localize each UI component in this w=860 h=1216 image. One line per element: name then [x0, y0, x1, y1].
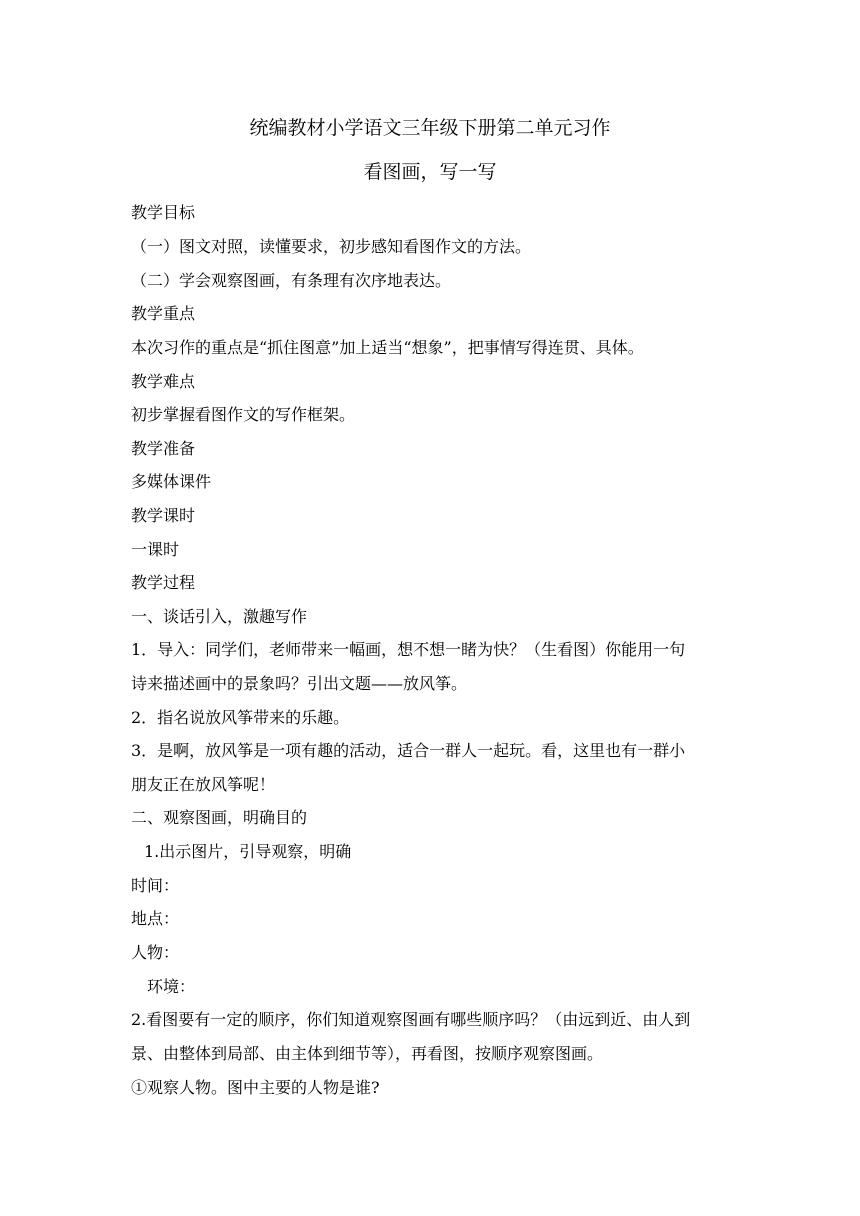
paragraph-line: 一课时 — [131, 540, 180, 559]
paragraph-line: 时间： — [131, 876, 180, 895]
paragraph-line: 2.看图要有一定的顺序，你们知道观察图画有哪些顺序吗？（由远到近、由人到 — [131, 1010, 691, 1029]
paragraph-line: 景、由整体到局部、由主体到细节等），再看图，按顺序观察图画。 — [131, 1044, 604, 1063]
paragraph-line: 诗来描述画中的景象吗？引出文题——放风筝。 — [131, 674, 468, 693]
document-subtitle: 看图画，写一写 — [363, 161, 497, 183]
paragraph-line: 地点： — [131, 909, 180, 928]
section-heading-periods: 教学课时 — [131, 506, 196, 525]
section-heading-preparation: 教学准备 — [131, 439, 196, 458]
document-title: 统编教材小学语文三年级下册第二单元习作 — [249, 117, 611, 139]
section-heading-key-points: 教学重点 — [131, 304, 196, 323]
paragraph-line: （二）学会观察图画，有条理有次序地表达。 — [131, 271, 452, 290]
paragraph-line: 3．是啊，放风筝是一项有趣的活动，适合一群人一起玩。看，这里也有一群小 — [131, 741, 686, 760]
paragraph-line: 2．指名说放风筝带来的乐趣。 — [131, 708, 350, 727]
paragraph-line: 人物： — [131, 943, 180, 962]
paragraph-line: 环境： — [147, 977, 196, 996]
subheading-line: 一、谈话引入，激趣写作 — [131, 607, 308, 626]
paragraph-line: 1．导入：同学们，老师带来一幅画，想不想一睹为快？（生看图）你能用一句 — [131, 640, 686, 659]
section-heading-objectives: 教学目标 — [131, 203, 196, 222]
paragraph-line: 初步掌握看图作文的写作框架。 — [131, 405, 356, 424]
subheading-line: 二、观察图画，明确目的 — [131, 808, 308, 827]
section-heading-process: 教学过程 — [131, 573, 196, 592]
paragraph-line: 多媒体课件 — [131, 472, 212, 491]
paragraph-line: ①观察人物。图中主要的人物是谁? — [131, 1078, 380, 1097]
paragraph-line: 1.出示图片，引导观察，明确 — [144, 842, 352, 861]
section-heading-difficulties: 教学难点 — [131, 372, 196, 391]
paragraph-line: 本次习作的重点是“抓住图意”加上适当“想象”，把事情写得连贯、具体。 — [131, 338, 644, 357]
paragraph-line: （一）图文对照，读懂要求，初步感知看图作文的方法。 — [131, 237, 532, 256]
paragraph-line: 朋友正在放风筝呢！ — [131, 775, 276, 794]
